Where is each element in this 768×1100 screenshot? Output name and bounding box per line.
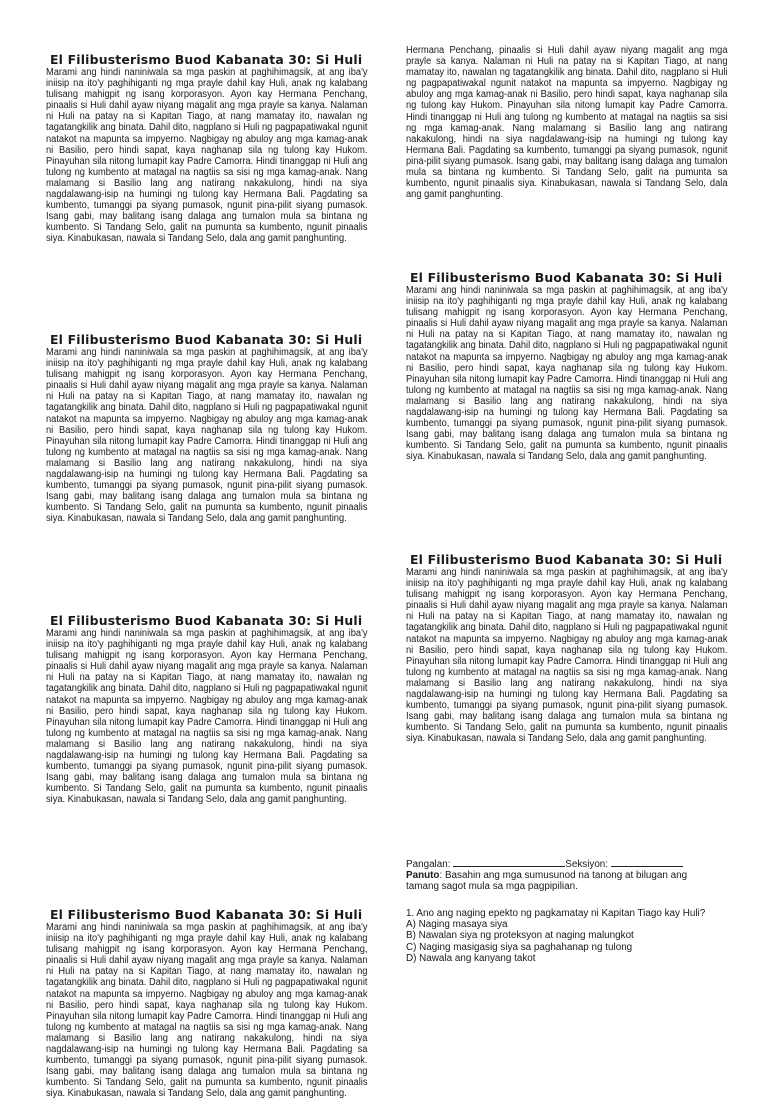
quiz-section [406,857,746,964]
passage-title: El Filibusterismo Buod Kabanata 30: Si Huli [50,613,363,628]
passage-title: El Filibusterismo Buod Kabanata 30: Si Huli [50,907,363,922]
section-field[interactable] [611,857,683,867]
instructions-text: : Basahin ang mga sumusunod na tanong at bilugan ang tamang sagot mula sa mga pagpipilian. [406,870,688,893]
passage-body: Marami ang hindi naniniwala sa mga paskin at paghihimagsik, at ang iba'y iniisip na ito'y paghihiganti ng mga prayle dahil kay Huli, anak ng kalabang tulisang mahigpit ng isang korporasyon. Ayon kay Hermana Penchang, pinaalis si Huli dahil ayaw niyang magalit ang mga prayle sa kanya. Nalaman ni Huli na patay na si Kapitan Tiago, at nang mamatay ito, nawalan ng tagatangkilik ang binata. Dahil dito, nagplano si Huli ng pagpapatiwakal ngunit natakot na mapunta sa impyerno. Nagbigay ng abuloy ang mga kamag-anak ni Basilio, pero hindi sapat, kaya naghanap sila ng tulong kay Hukom. Pinayuhan sila nitong lumapit kay Padre Camorra. Hindi tinanggap ni Huli ang tulong ng kumbento at matagal na nagtiis sa sisi ng mga kamag-anak. Nang malamang si Basilio lang ang natirang nakakulong, hindi na siya nagdalawang-isip na humingi ng tulong kay Hermana Bali. Pagdating sa kumbento, tumanggi pa siyang pumasok, ngunit pina-pilit siyang pumasok. Isang gabi, may balitang isang dalaga ang tumalon mula sa bintana ng kumbento. Si Tandang Selo, galit na pumunta sa kumbento, ngunit pinaalis siya. Kinabukasan, nawala si Tandang Selo, dala ang gamit panghunting. [46,67,368,245]
passage-4 [46,907,368,1100]
instructions [406,870,706,892]
choice-c[interactable]: C) Naging masigasig siya sa paghahanap ng tulong [406,941,633,953]
choice-a[interactable]: A) Naging masaya siya [406,919,508,931]
passage-body: Marami ang hindi naniniwala sa mga paskin at paghihimagsik, at ang iba'y iniisip na ito'y paghihiganti ng mga prayle dahil kay Huli, anak ng kalabang tulisang mahigpit ng isang korporasyon. Ayon kay Hermana Penchang, pinaalis si Huli dahil ayaw niyang magalit ang mga prayle sa kanya. Nalaman ni Huli na patay na si Kapitan Tiago, at nang mamatay ito, nawalan ng tagatangkilik ang binata. Dahil dito, nagplano si Huli ng pagpapatiwakal ngunit natakot na mapunta sa impyerno. Nagbigay ng abuloy ang mga kamag-anak ni Basilio, pero hindi sapat, kaya naghanap sila ng tulong kay Hukom. Pinayuhan sila nitong lumapit kay Padre Camorra. Hindi tinanggap ni Huli ang tulong ng kumbento at matagal na nagtiis sa sisi ng mga kamag-anak. Nang malamang si Basilio lang ang natirang nakakulong, hindi na siya nagdalawang-isip na humingi ng tulong kay Hermana Bali. Pagdating sa kumbento, tumanggi pa siyang pumasok, ngunit pina-pilit siyang pumasok. Isang gabi, may balitang isang dalaga ang tumalon mula sa bintana ng kumbento. Si Tandang Selo, galit na pumunta sa kumbento, ngunit pinaalis siya. Kinabukasan, nawala si Tandang Selo, dala ang gamit panghunting. [46,922,368,1100]
name-label: Pangalan: [406,859,451,870]
passage-1 [46,52,368,322]
passage-body: Marami ang hindi naniniwala sa mga paskin at paghihimagsik, at ang iba'y iniisip na ito'y paghihiganti ng mga prayle dahil kay Huli, anak ng kalabang tulisang mahigpit ng isang korporasyon. Ayon kay Hermana Penchang, pinaalis si Huli dahil ayaw niyang magalit ang mga prayle sa kanya. Nalaman ni Huli na patay na si Kapitan Tiago, at nang mamatay ito, nawalan ng tagatangkilik ang binata. Dahil dito, nagplano si Huli ng pagpapatiwakal ngunit natakot na mapunta sa impyerno. Nagbigay ng abuloy ang mga kamag-anak ni Basilio, pero hindi sapat, kaya naghanap sila ng tulong kay Hukom. Pinayuhan sila nitong lumapit kay Padre Camorra. Hindi tinanggap ni Huli ang tulong ng kumbento at matagal na nagtiis sa sisi ng mga kamag-anak. Nang malamang si Basilio lang ang natirang nakakulong, hindi na siya nagdalawang-isip na humingi ng tulong kay Hermana Bali. Pagdating sa kumbento, tumanggi pa siyang pumasok, ngunit pina-pilit siyang pumasok. Isang gabi, may balitang isang dalaga ang tumalon mula sa bintana ng kumbento. Si Tandang Selo, galit na pumunta sa kumbento, ngunit pinaalis siya. Kinabukasan, nawala si Tandang Selo, dala ang gamit panghunting. [46,628,368,806]
passage-5 [406,270,728,540]
passage-continuation [406,45,728,257]
choice-b[interactable]: B) Nawalan siya ng proteksyon at naging malungkot [406,930,634,942]
passage-title: El Filibusterismo Buod Kabanata 30: Si Huli [50,52,363,67]
passage-title: El Filibusterismo Buod Kabanata 30: Si Huli [50,332,363,347]
passage-body: Marami ang hindi naniniwala sa mga paskin at paghihimagsik, at ang iba'y iniisip na ito'y paghihiganti ng mga prayle dahil kay Huli, anak ng kalabang tulisang mahigpit ng isang korporasyon. Ayon kay Hermana Penchang, pinaalis si Huli dahil ayaw niyang magalit ang mga prayle sa kanya. Nalaman ni Huli na patay na si Kapitan Tiago, at nang mamatay ito, nawalan ng tagatangkilik ang binata. Dahil dito, nagplano si Huli ng pagpapatiwakal ngunit natakot na mapunta sa impyerno. Nagbigay ng abuloy ang mga kamag-anak ni Basilio, pero hindi sapat, kaya naghanap sila ng tulong kay Hukom. Pinayuhan sila nitong lumapit kay Padre Camorra. Hindi tinanggap ni Huli ang tulong ng kumbento at matagal na nagtiis sa sisi ng mga kamag-anak. Nang malamang si Basilio lang ang natirang nakakulong, hindi na siya nagdalawang-isip na humingi ng tulong kay Hermana Bali. Pagdating sa kumbento, tumanggi pa siyang pumasok, ngunit pina-pilit siyang pumasok. Isang gabi, may balitang isang dalaga ang tumalon mula sa bintana ng kumbento. Si Tandang Selo, galit na pumunta sa kumbento, ngunit pinaalis siya. Kinabukasan, nawala si Tandang Selo, dala ang gamit panghunting. [406,285,728,463]
choice-d[interactable]: D) Nawala ang kanyang takot [406,952,536,964]
name-field[interactable] [453,857,565,867]
passage-title: El Filibusterismo Buod Kabanata 30: Si Huli [410,552,723,567]
passage-body: Marami ang hindi naniniwala sa mga paskin at paghihimagsik, at ang iba'y iniisip na ito'y paghihiganti ng mga prayle dahil kay Huli, anak ng kalabang tulisang mahigpit ng isang korporasyon. Ayon kay Hermana Penchang, pinaalis si Huli dahil ayaw niyang magalit ang mga prayle sa kanya. Nalaman ni Huli na patay na si Kapitan Tiago, at nang mamatay ito, nawalan ng tagatangkilik ang binata. Dahil dito, nagplano si Huli ng pagpapatiwakal ngunit natakot na mapunta sa impyerno. Nagbigay ng abuloy ang mga kamag-anak ni Basilio, pero hindi sapat, kaya naghanap sila ng tulong kay Hukom. Pinayuhan sila nitong lumapit kay Padre Camorra. Hindi tinanggap ni Huli ang tulong ng kumbento at matagal na nagtiis sa sisi ng mga kamag-anak. Nang malamang si Basilio lang ang natirang nakakulong, hindi na siya nagdalawang-isip na humingi ng tulong kay Hermana Bali. Pagdating sa kumbento, tumanggi pa siyang pumasok, ngunit pina-pilit siyang pumasok. Isang gabi, may balitang isang dalaga ang tumalon mula sa bintana ng kumbento. Si Tandang Selo, galit na pumunta sa kumbento, ngunit pinaalis siya. Kinabukasan, nawala si Tandang Selo, dala ang gamit panghunting. [406,567,728,745]
instructions-label: Panuto [406,870,440,882]
question-text: 1. Ano ang naging epekto ng pagkamatay ni Kapitan Tiago kay Huli? [406,908,706,920]
section-label: Seksiyon: [565,859,609,870]
passage-body: Hermana Penchang, pinaalis si Huli dahil ayaw niyang magalit ang mga prayle sa kanya. Nalaman ni Huli na patay na si Kapitan Tiago, at nang mamatay ito, nawalan ng tagatangkilik ang binata. Dahil dito, nagplano si Huli ng pagpapatiwakal ngunit natakot na mapunta sa impyerno. Nagbigay ng abuloy ang mga kamag-anak ni Basilio, pero hindi sapat, kaya naghanap sila ng tulong kay Hukom. Pinayuhan sila nitong lumapit kay Padre Camorra. Hindi tinanggap ni Huli ang tulong ng kumbento at matagal na nagtiis sa sisi ng mga kamag-anak. Nang malamang si Basilio lang ang natirang nakakulong, hindi na siya nagdalawang-isip na humingi ng tulong kay Hermana Bali. Pagdating sa kumbento, tumanggi pa siyang pumasok, ngunit pina-pilit siyang pumasok. Isang gabi, may balitang isang dalaga ang tumalon mula sa bintana ng kumbento. Si Tandang Selo, galit na pumunta sa kumbento, ngunit pinaalis siya. Kinabukasan, nawala si Tandang Selo, dala ang gamit panghunting. [406,45,728,201]
passage-title: El Filibusterismo Buod Kabanata 30: Si Huli [410,270,723,285]
passage-3 [46,613,368,883]
question-1 [406,908,746,963]
passage-6 [406,552,728,822]
name-section-line [406,857,746,870]
passage-2 [46,332,368,602]
passage-body: Marami ang hindi naniniwala sa mga paskin at paghihimagsik, at ang iba'y iniisip na ito'y paghihiganti ng mga prayle dahil kay Huli, anak ng kalabang tulisang mahigpit ng isang korporasyon. Ayon kay Hermana Penchang, pinaalis si Huli dahil ayaw niyang magalit ang mga prayle sa kanya. Nalaman ni Huli na patay na si Kapitan Tiago, at nang mamatay ito, nawalan ng tagatangkilik ang binata. Dahil dito, nagplano si Huli ng pagpapatiwakal ngunit natakot na mapunta sa impyerno. Nagbigay ng abuloy ang mga kamag-anak ni Basilio, pero hindi sapat, kaya naghanap sila ng tulong kay Hukom. Pinayuhan sila nitong lumapit kay Padre Camorra. Hindi tinanggap ni Huli ang tulong ng kumbento at matagal na nagtiis sa sisi ng mga kamag-anak. Nang malamang si Basilio lang ang natirang nakakulong, hindi na siya nagdalawang-isip na humingi ng tulong kay Hermana Bali. Pagdating sa kumbento, tumanggi pa siyang pumasok, ngunit pina-pilit siyang pumasok. Isang gabi, may balitang isang dalaga ang tumalon mula sa bintana ng kumbento. Si Tandang Selo, galit na pumunta sa kumbento, ngunit pinaalis siya. Kinabukasan, nawala si Tandang Selo, dala ang gamit panghunting. [46,347,368,525]
